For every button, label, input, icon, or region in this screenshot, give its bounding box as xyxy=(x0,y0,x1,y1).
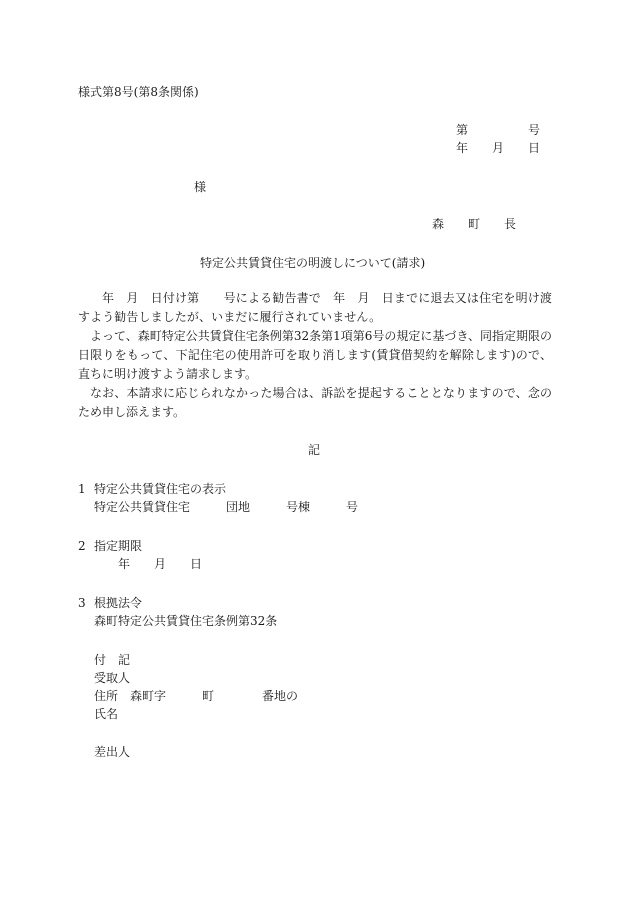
sender-label: 差出人 xyxy=(94,745,131,759)
issuer-name-1: 森 xyxy=(432,217,445,231)
body-paragraph-2: よって、森町特定公共賃貸住宅条例第32条第1項第6号の規定に基づき、同指定期限の日限りをもって、下記住宅の使用許可を取り消します(賃貸借契約を解除します)ので、直ちに明け渡すよう請求します。 xyxy=(78,329,552,381)
issuer-name-2: 町 xyxy=(468,217,481,231)
item-2-heading: 指定期限 xyxy=(94,539,143,553)
item-1-number: 1 xyxy=(78,482,86,496)
date-day: 日 xyxy=(528,141,541,155)
address-label: 住所 xyxy=(94,689,119,703)
address-value: 森町字 町 番地の xyxy=(130,689,299,703)
doc-number-suffix: 号 xyxy=(528,123,541,137)
addressee-honorific: 様 xyxy=(194,180,207,194)
item-2-number: 2 xyxy=(78,539,86,553)
name-label: 氏名 xyxy=(94,707,119,721)
doc-number-prefix: 第 xyxy=(456,123,469,137)
body-paragraph-3: なお、本請求に応じられなかった場合は、訴訟を提起することとなりますので、念のため申し添えます。 xyxy=(78,386,552,419)
item-3-heading: 根拠法令 xyxy=(94,596,143,610)
item-2-detail: 年 月 日 xyxy=(118,557,203,571)
recipient-label: 受取人 xyxy=(94,671,131,685)
item-1-detail: 特定公共賃貸住宅 団地 号棟 号 xyxy=(94,500,359,514)
subject-title: 特定公共賃貸住宅の明渡しについて(請求) xyxy=(200,256,426,270)
appendix-title: 付 記 xyxy=(94,653,131,667)
item-1-heading: 特定公共賃貸住宅の表示 xyxy=(94,482,227,496)
item-3-number: 3 xyxy=(78,596,86,610)
form-number: 様式第8号(第8条関係) xyxy=(78,85,199,99)
date-month: 月 xyxy=(492,141,505,155)
item-3-detail: 森町特定公共賃貸住宅条例第32条 xyxy=(94,614,278,628)
issuer-title: 長 xyxy=(504,217,517,231)
ki-label: 記 xyxy=(308,443,321,457)
body-paragraph-1: 年 月 日付け第 号による勧告書で 年 月 日までに退去又は住宅を明け渡すよう勧告しましたが、いまだに履行されていません。 xyxy=(78,291,552,324)
date-year: 年 xyxy=(456,141,469,155)
